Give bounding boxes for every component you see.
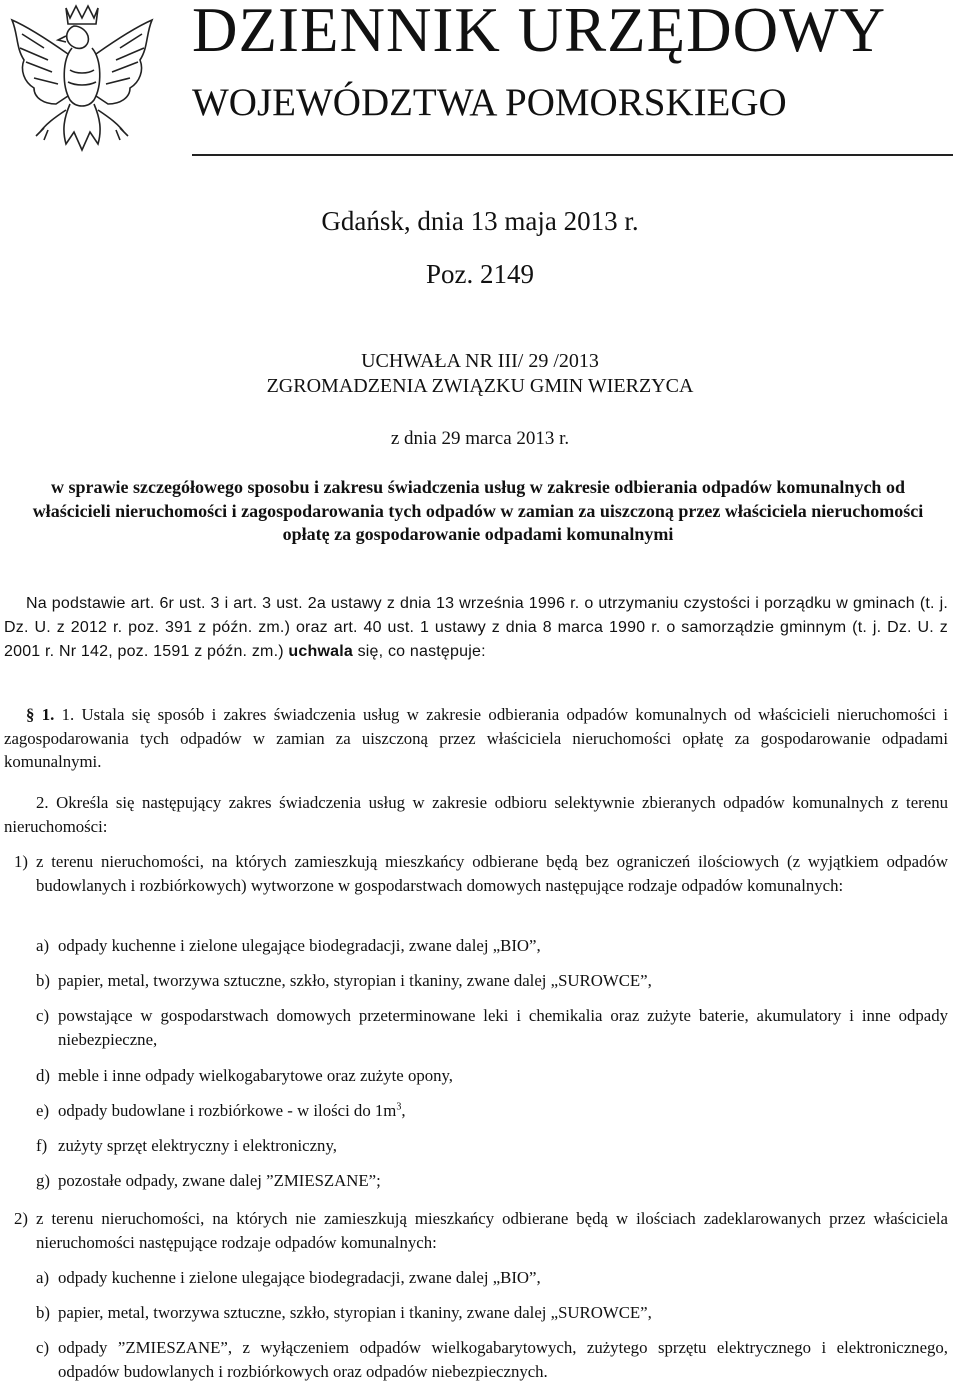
section1-p1-num: 1. xyxy=(61,705,75,724)
section1-marker: § 1. xyxy=(26,705,55,724)
point2-item-a-text: odpady kuchenne i zielone ulegające biodegradacji, zwane dalej „BIO”, xyxy=(58,1268,541,1287)
point2-number: 2) xyxy=(14,1209,28,1228)
point1-item-d-text: meble i inne odpady wielkogabarytowe oraz zużyte opony, xyxy=(58,1066,453,1085)
point1-number: 1) xyxy=(14,852,28,871)
point2-item-a-letter: a) xyxy=(36,1268,50,1287)
preamble-text: Na podstawie art. 6r ust. 3 i art. 3 ust. 2a ustawy z dnia 13 września 1996 r. o utrzymaniu czystości i porządku w gminach (t. j. Dz. U. z 2012 r. poz. 391 z późn. zm.) oraz art. 40 ust. 1 ustawy z dnia 8 marca 1990 r. o samorządzie gminnym (t. j. Dz. U. z 2001 r. Nr 142, poz. 1591 z późn. zm.) xyxy=(4,595,948,660)
polish-eagle-emblem-icon xyxy=(4,0,160,158)
point2-item-c-text: odpady ”ZMIESZANE”, z wyłączeniem odpadów wielkogabarytowych, zużytego sprzętu elektrycznego i elektronicznego, odpadów budowlanych i rozbiórkowych oraz odpadów niebezpiecznych. xyxy=(58,1338,948,1381)
section1-p2-text: Określa się następujący zakres świadczenia usług w zakresie odbioru selektywnie zbieranych odpadów komunalnych z terenu nieruchomości: xyxy=(4,793,948,836)
point2-text: z terenu nieruchomości, na których nie zamieszkują mieszkańcy odbierane będą w ilościach zadeklarowanych przez właściciela nieruchomości następujące rodzaje odpadów komunalnych: xyxy=(36,1209,948,1252)
section1-paragraph2 xyxy=(4,791,948,838)
preamble-tail: się, co następuje: xyxy=(352,643,486,660)
point1-item-e-sup: 3 xyxy=(396,1101,402,1113)
publication-date: Gdańsk, dnia 13 maja 2013 r. xyxy=(321,206,639,236)
point1-item-a-text: odpady kuchenne i zielone ulegające biodegradacji, zwane dalej „BIO”, xyxy=(58,936,541,955)
point1-item-c-text: powstające w gospodarstwach domowych przeterminowane leki i chemikalia oraz zużyte baterie, akumulatory i inne odpady niebezpieczne, xyxy=(58,1006,948,1049)
preamble-bold: uchwala xyxy=(288,643,353,660)
point1-item-b-text: papier, metal, tworzywa sztuczne, szkło, styropian i tkaniny, zwane dalej „SUROWCE”, xyxy=(58,971,652,990)
point1-item-a-letter: a) xyxy=(36,936,50,955)
point1-item-d-letter: d) xyxy=(36,1066,50,1085)
point1-item-f-text: zużyty sprzęt elektryczny i elektroniczny, xyxy=(58,1136,337,1155)
journal-subtitle: WOJEWÓDZTWA POMORSKIEGO xyxy=(192,81,787,124)
section1-p1-text: Ustala się sposób i zakres świadczenia usług w zakresie odbierania odpadów komunalnych od właścicieli nieruchomości i zagospodarowania tych odpadów w zamian za uiszczoną przez właściciela nieruchomości opłatę za gospodarowanie odpadami komunalnymi. xyxy=(4,705,948,771)
point1-item-e-tail: , xyxy=(401,1101,406,1120)
preamble xyxy=(4,592,948,664)
resolution-title: UCHWAŁA NR III/ 29 /2013 xyxy=(361,350,599,372)
publication-position: Poz. 2149 xyxy=(426,259,534,289)
point1-item-b-letter: b) xyxy=(36,971,50,990)
point1-item-e xyxy=(58,1099,948,1123)
point1-item-g-letter: g) xyxy=(36,1171,50,1190)
point2-item-c-letter: c) xyxy=(36,1338,50,1357)
header-divider xyxy=(192,154,953,156)
section1-paragraph1 xyxy=(4,703,948,774)
resolution-organ: ZGROMADZENIA ZWIĄZKU GMIN WIERZYCA xyxy=(266,375,694,397)
journal-title: DZIENNIK URZĘDOWY xyxy=(192,0,887,65)
point1-item-e-text: odpady budowlane i rozbiórkowe - w ilości do 1m xyxy=(58,1101,397,1120)
resolution-subject: w sprawie szczegółowego sposobu i zakresu świadczenia usług w zakresie odbierania odpadów komunalnych od właścicieli nieruchomości i zagospodarowania tych odpadów w zamian za uiszczoną przez właściciela nieruchomości opłatę za gospodarowanie odpadami komunalnymi xyxy=(32,477,924,544)
point2-item-b-text: papier, metal, tworzywa sztuczne, szkło, styropian i tkaniny, zwane dalej „SUROWCE”, xyxy=(58,1303,652,1322)
point1-item-c-letter: c) xyxy=(36,1006,50,1025)
point1-item-f-letter: f) xyxy=(36,1136,48,1155)
section1-p2-num: 2. xyxy=(36,793,49,812)
point1-item-g-text: pozostałe odpady, zwane dalej ”ZMIESZANE”; xyxy=(58,1171,381,1190)
resolution-date: z dnia 29 marca 2013 r. xyxy=(390,428,570,449)
point1-text: z terenu nieruchomości, na których zamieszkują mieszkańcy odbierane będą bez ograniczeń ilościowych (z wyjątkiem odpadów budowlanych i rozbiórkowych) wytworzone w gospodarstwach domowych następujące rodzaje odpadów komunalnych: xyxy=(36,852,948,895)
point2-item-b-letter: b) xyxy=(36,1303,50,1322)
point1-item-e-letter: e) xyxy=(36,1101,50,1120)
